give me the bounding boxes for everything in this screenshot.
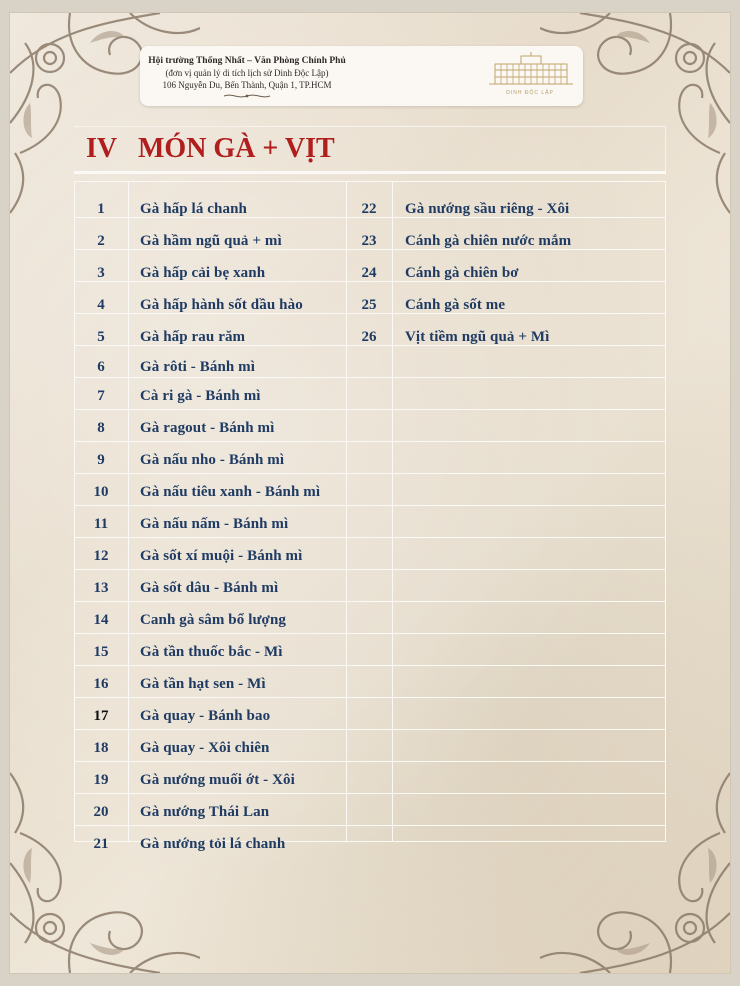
dish-name: Cà ri gà - Bánh mì [140,388,261,404]
dish-number: 20 [93,804,109,820]
organization-address: 106 Nguyễn Du, Bến Thành, Quận 1, TP.HCM [162,80,332,90]
logo-caption: DINH ĐỘC LẬP [506,90,554,96]
organization-block [140,55,354,99]
dish-name: Canh gà sâm bổ lượng [140,612,287,628]
menu-table [74,181,666,852]
palace-logo-icon [487,52,575,88]
dish-name: Gà sốt xí muội - Bánh mì [140,548,303,564]
dish-name: Gà hấp rau răm [140,329,246,345]
dish-number: 5 [97,329,105,345]
organization-subtitle: (đơn vị quản lý di tích lịch sử Dinh Độc Lập) [165,68,329,78]
dish-name: Gà nướng sầu riêng - Xôi [405,201,570,217]
dish-name: Gà nấu nấm - Bánh mì [140,516,289,532]
table-border [665,181,666,841]
dish-number: 3 [97,265,105,281]
dish-name: Gà quay - Xôi chiên [140,740,270,756]
dish-number: 18 [93,740,109,756]
dish-name: Gà nấu nho - Bánh mì [140,452,285,468]
dish-name: Vịt tiềm ngũ quả + Mì [405,329,550,345]
dish-name: Cánh gà chiên nước mắm [405,233,572,249]
dish-number: 2 [97,233,105,249]
section-number: IV [86,133,118,164]
dish-number: 15 [93,644,109,660]
dish-name: Gà nấu tiêu xanh - Bánh mì [140,484,321,500]
dish-name: Cánh gà sốt me [405,297,506,313]
flourish-icon [224,93,270,99]
dish-number: 11 [93,516,109,532]
dish-name: Gà rôti - Bánh mì [140,359,256,375]
section-header [74,126,666,172]
dish-number: 21 [93,836,109,852]
dish-number: 7 [97,388,105,404]
dish-number: 26 [361,329,377,345]
dish-number: 6 [97,359,105,375]
dish-number: 17 [93,708,109,724]
dish-name: Gà ragout - Bánh mì [140,420,275,436]
menu-page [10,13,730,973]
palace-logo [487,52,583,100]
dish-name: Gà nướng Thái Lan [140,804,270,820]
table-border [128,181,129,841]
dish-number: 24 [361,265,377,281]
dish-number: 10 [93,484,109,500]
dish-name: Gà hấp hành sốt dầu hào [140,297,303,313]
dish-name: Gà sốt dâu - Bánh mì [140,580,279,596]
organization-name: Hội trường Thống Nhất – Văn Phòng Chính Phủ [148,56,346,66]
dish-number: 22 [361,201,377,217]
dish-number: 12 [93,548,109,564]
dish-number: 4 [97,297,105,313]
dish-name: Gà nướng muối ớt - Xôi [140,772,295,788]
dish-name: Gà quay - Bánh bao [140,708,271,724]
dish-name: Gà hấp lá chanh [140,201,247,217]
dish-name: Gà tần hạt sen - Mì [140,676,266,692]
dish-name: Gà hầm ngũ quả + mì [140,233,282,249]
dish-number: 1 [97,201,105,217]
header-card [140,46,583,106]
dish-number: 13 [93,580,109,596]
table-border [74,181,666,182]
dish-number: 8 [97,420,105,436]
dish-name: Gà tần thuốc bắc - Mì [140,644,283,660]
dish-number: 23 [361,233,377,249]
dish-name: Gà nướng tỏi lá chanh [140,836,286,852]
dish-name: Cánh gà chiên bơ [405,265,519,281]
title-divider [74,171,666,174]
dish-number: 25 [361,297,377,313]
dish-number: 16 [93,676,109,692]
dish-number: 19 [93,772,109,788]
dish-name: Gà hấp cải bẹ xanh [140,265,266,281]
section-title: MÓN GÀ + VỊT [138,133,335,164]
dish-number: 9 [97,452,105,468]
dish-number: 14 [93,612,109,628]
